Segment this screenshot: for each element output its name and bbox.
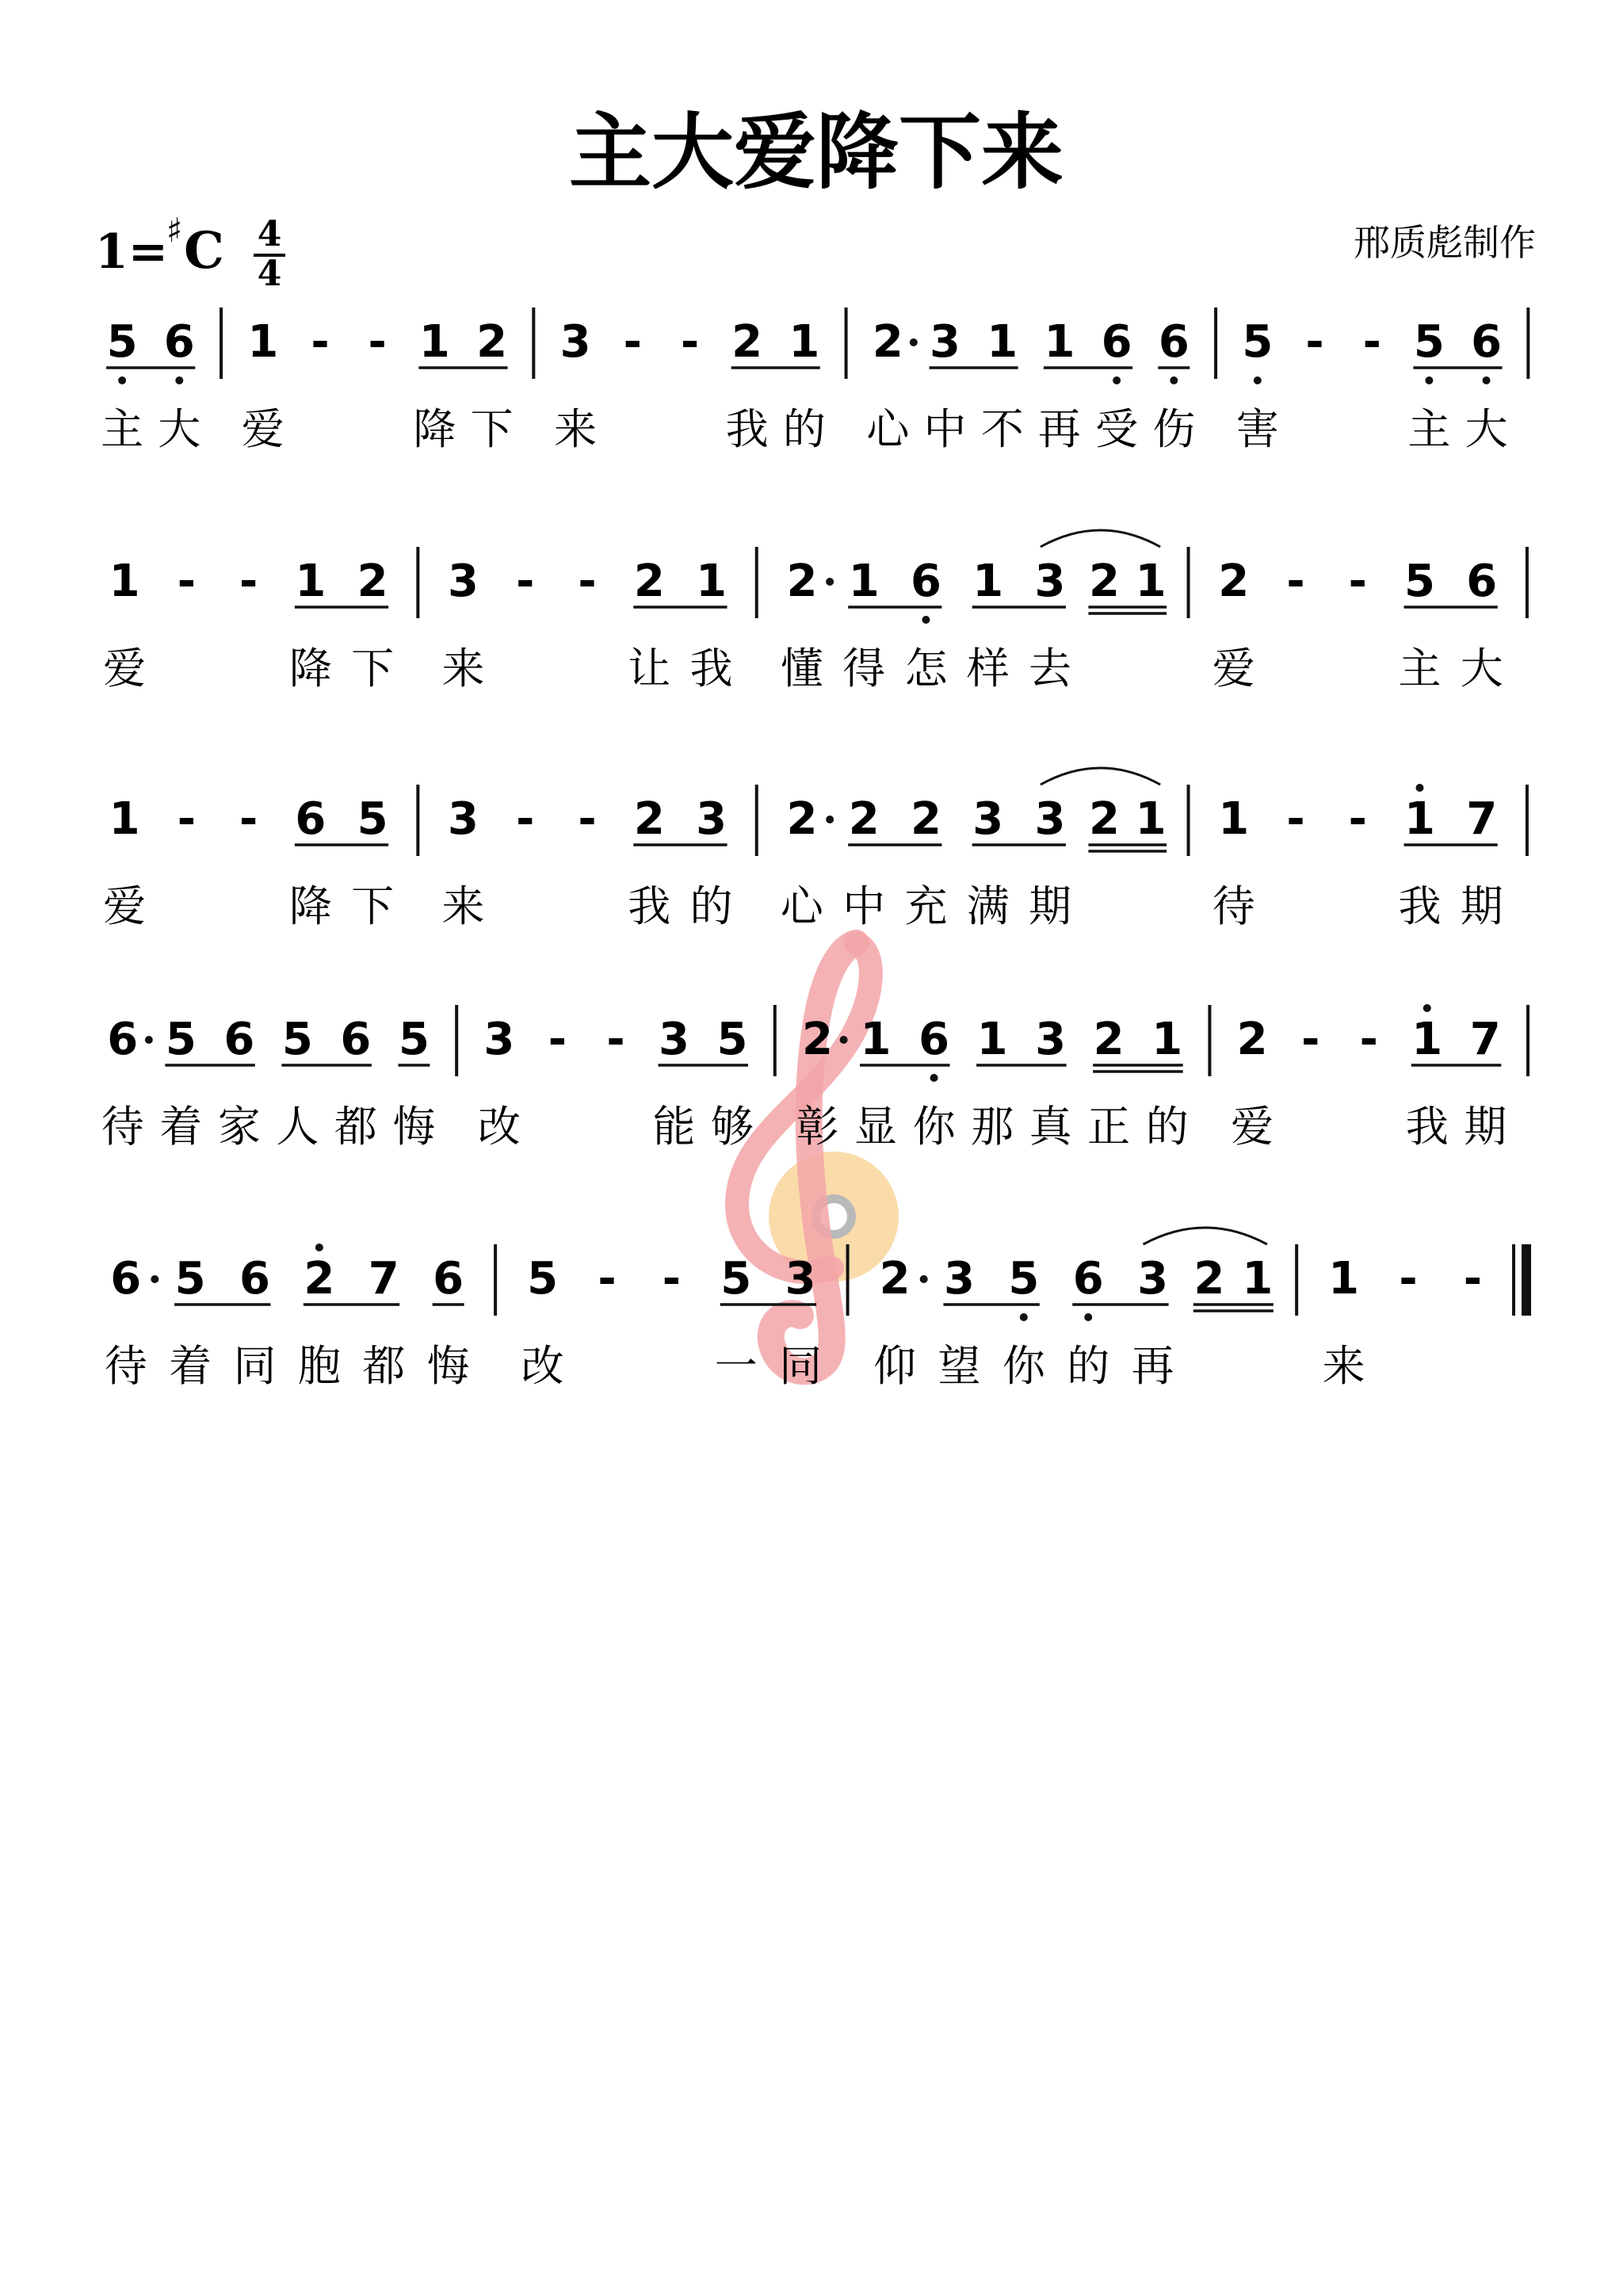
note: 3 bbox=[785, 1253, 816, 1305]
note: 6 bbox=[910, 556, 941, 607]
lyric: 主 bbox=[1407, 404, 1451, 454]
lyric: 着 bbox=[169, 1341, 212, 1391]
lyric: 的 bbox=[1145, 1102, 1189, 1152]
lyric: 害 bbox=[1235, 404, 1279, 454]
note: 2 bbox=[879, 1253, 911, 1305]
dash-sustain: - bbox=[239, 556, 258, 607]
note: 3 bbox=[448, 793, 479, 845]
note: 2 bbox=[1088, 556, 1120, 607]
lyric: 中 bbox=[842, 881, 886, 931]
note: 2 bbox=[357, 556, 388, 607]
augmentation-dot bbox=[826, 816, 834, 823]
note: 1 bbox=[976, 1014, 1008, 1065]
note: 1 bbox=[1135, 793, 1167, 845]
note: 1 bbox=[1151, 1014, 1183, 1065]
dash-sustain: - bbox=[1362, 316, 1381, 368]
time-numerator: 4 bbox=[257, 214, 282, 254]
dash-sustain: - bbox=[1305, 316, 1324, 368]
low-octave-dot bbox=[1483, 376, 1491, 384]
lyric: 真 bbox=[1029, 1102, 1072, 1152]
note: 1 bbox=[848, 556, 880, 607]
note: 3 bbox=[448, 556, 479, 607]
lyric: 中 bbox=[923, 404, 967, 454]
score-line bbox=[103, 530, 1527, 693]
lyric: 同 bbox=[233, 1341, 277, 1391]
note: 1 bbox=[1044, 316, 1075, 368]
note: 6 bbox=[295, 793, 327, 845]
note: 6 bbox=[239, 1253, 270, 1305]
time-denominator: 4 bbox=[257, 254, 282, 294]
note: 2 bbox=[1236, 1014, 1268, 1065]
high-octave-dot bbox=[1415, 784, 1423, 792]
score-line bbox=[103, 768, 1527, 931]
note: 5 bbox=[1008, 1253, 1040, 1305]
lyric: 充 bbox=[904, 881, 948, 931]
lyric: 伤 bbox=[1152, 404, 1196, 454]
lyric: 我 bbox=[689, 644, 733, 693]
lyric: 受 bbox=[1095, 404, 1139, 454]
note: 5 bbox=[1413, 316, 1445, 368]
note: 1 bbox=[295, 556, 327, 607]
note: 1 bbox=[109, 793, 140, 845]
lyric: 你 bbox=[1002, 1341, 1045, 1391]
lyric: 下 bbox=[351, 644, 395, 693]
note: 2 bbox=[848, 793, 880, 845]
lyric: 爱 bbox=[1231, 1102, 1274, 1152]
low-octave-dot bbox=[1425, 376, 1433, 384]
augmentation-dot bbox=[145, 1036, 153, 1044]
augmentation-dot bbox=[826, 578, 834, 586]
dash-sustain: - bbox=[578, 556, 597, 607]
lyric: 爱 bbox=[241, 404, 285, 454]
dash-sustain: - bbox=[548, 1014, 567, 1065]
lyric: 能 bbox=[652, 1102, 696, 1152]
note: 3 bbox=[659, 1014, 689, 1065]
note: 7 bbox=[1466, 793, 1498, 845]
key-tonic: C bbox=[184, 221, 224, 281]
note: 5 bbox=[106, 316, 138, 368]
lyric: 悔 bbox=[426, 1341, 470, 1391]
low-octave-dot bbox=[1170, 376, 1178, 384]
note: 6 bbox=[918, 1014, 950, 1065]
dash-sustain: - bbox=[598, 1253, 617, 1305]
lyric: 心 bbox=[866, 404, 910, 454]
note: 5 bbox=[720, 1253, 752, 1305]
sharp-sign: ♯ bbox=[166, 211, 183, 250]
note: 3 bbox=[1137, 1253, 1169, 1305]
note: 2 bbox=[802, 1014, 833, 1065]
dash-sustain: - bbox=[516, 793, 535, 845]
lyric: 改 bbox=[477, 1102, 521, 1152]
lyric: 够 bbox=[711, 1102, 754, 1152]
dash-sustain: - bbox=[1286, 556, 1305, 607]
dash-sustain: - bbox=[239, 793, 258, 845]
dash-sustain: - bbox=[680, 316, 700, 368]
dash-sustain: - bbox=[368, 316, 387, 368]
note: 3 bbox=[1035, 1014, 1067, 1065]
note: 3 bbox=[696, 793, 727, 845]
dash-sustain: - bbox=[606, 1014, 625, 1065]
note: 5 bbox=[281, 1014, 313, 1065]
low-octave-dot bbox=[1084, 1313, 1092, 1321]
note: 2 bbox=[304, 1253, 335, 1305]
note: 3 bbox=[930, 316, 961, 368]
note: 1 bbox=[109, 556, 140, 607]
note: 2 bbox=[786, 556, 818, 607]
lyric: 改 bbox=[521, 1341, 564, 1391]
note: 1 bbox=[247, 316, 279, 368]
note: 6 bbox=[1466, 556, 1498, 607]
lyric: 胞 bbox=[297, 1341, 341, 1391]
note: 5 bbox=[165, 1014, 197, 1065]
note: 6 bbox=[340, 1014, 372, 1065]
note: 6 bbox=[1471, 316, 1503, 368]
lyric: 样 bbox=[966, 644, 1010, 693]
lyric: 那 bbox=[971, 1102, 1014, 1152]
low-octave-dot bbox=[922, 616, 930, 624]
note: 6 bbox=[223, 1014, 255, 1065]
lyric: 大 bbox=[1465, 404, 1508, 454]
lyric: 都 bbox=[362, 1341, 406, 1391]
note: 1 bbox=[972, 556, 1004, 607]
note: 2 bbox=[872, 316, 903, 368]
note: 1 bbox=[1135, 556, 1167, 607]
note: 1 bbox=[860, 1014, 892, 1065]
note: 2 bbox=[633, 793, 665, 845]
lyric: 你 bbox=[912, 1102, 956, 1152]
lyric: 同 bbox=[779, 1341, 823, 1391]
lyric: 来 bbox=[441, 881, 485, 931]
low-octave-dot bbox=[930, 1074, 938, 1082]
note: 5 bbox=[1242, 316, 1274, 368]
dash-sustain: - bbox=[1348, 793, 1367, 845]
dash-sustain: - bbox=[516, 556, 535, 607]
lyric: 待 bbox=[1212, 881, 1255, 931]
note: 6 bbox=[163, 316, 195, 368]
dash-sustain: - bbox=[578, 793, 597, 845]
dash-sustain: - bbox=[1399, 1253, 1418, 1305]
lyric: 再 bbox=[1037, 404, 1081, 454]
dash-sustain: - bbox=[177, 793, 197, 845]
lyric: 的 bbox=[782, 404, 826, 454]
note: 1 bbox=[789, 316, 820, 368]
lyric: 主 bbox=[101, 404, 144, 454]
lyric: 望 bbox=[938, 1341, 981, 1391]
dash-sustain: - bbox=[177, 556, 197, 607]
note: 3 bbox=[559, 316, 591, 368]
lyric: 待 bbox=[104, 1341, 147, 1391]
note: 6 bbox=[110, 1253, 142, 1305]
low-octave-dot bbox=[1113, 376, 1121, 384]
note: 3 bbox=[1034, 793, 1066, 845]
lyric: 期 bbox=[1464, 1102, 1507, 1152]
note: 5 bbox=[716, 1014, 748, 1065]
note: 5 bbox=[174, 1253, 206, 1305]
lyric: 来 bbox=[1322, 1341, 1365, 1391]
lyric: 来 bbox=[441, 644, 485, 693]
lyric: 去 bbox=[1028, 644, 1071, 693]
dash-sustain: - bbox=[1286, 793, 1305, 845]
note: 5 bbox=[1404, 556, 1435, 607]
note: 6 bbox=[1158, 316, 1190, 368]
lyric: 得 bbox=[842, 644, 886, 693]
lyric: 我 bbox=[628, 881, 671, 931]
note: 7 bbox=[368, 1253, 399, 1305]
note: 2 bbox=[1193, 1253, 1225, 1305]
note: 2 bbox=[1093, 1014, 1125, 1065]
watermark bbox=[737, 943, 899, 1371]
lyric: 期 bbox=[1028, 881, 1071, 931]
augmentation-dot bbox=[920, 1275, 928, 1283]
key-signature bbox=[95, 211, 285, 294]
lyric: 大 bbox=[1460, 644, 1503, 693]
high-octave-dot bbox=[315, 1244, 323, 1251]
score-line bbox=[101, 308, 1528, 454]
lyric: 下 bbox=[470, 404, 514, 454]
note: 1 bbox=[1404, 793, 1435, 845]
dash-sustain: - bbox=[662, 1253, 681, 1305]
note: 5 bbox=[357, 793, 388, 845]
dash-sustain: - bbox=[1348, 556, 1367, 607]
lyric: 的 bbox=[1067, 1341, 1110, 1391]
note: 1 bbox=[1218, 793, 1250, 845]
note: 2 bbox=[1218, 556, 1250, 607]
note: 5 bbox=[527, 1253, 559, 1305]
lyric: 懂 bbox=[780, 644, 823, 693]
augmentation-dot bbox=[910, 338, 918, 346]
note: 6 bbox=[1072, 1253, 1104, 1305]
note: 2 bbox=[910, 793, 941, 845]
lyric: 待 bbox=[101, 1102, 144, 1152]
note: 3 bbox=[972, 793, 1004, 845]
lyric: 让 bbox=[628, 644, 671, 693]
note: 2 bbox=[476, 316, 508, 368]
note: 3 bbox=[943, 1253, 975, 1305]
lyric: 家 bbox=[217, 1102, 261, 1152]
lyric: 人 bbox=[276, 1102, 319, 1152]
lyric: 降 bbox=[413, 404, 456, 454]
dash-sustain: - bbox=[1301, 1014, 1320, 1065]
lyric: 满 bbox=[966, 881, 1010, 931]
lyric: 心 bbox=[780, 881, 823, 931]
high-octave-dot bbox=[1423, 1004, 1431, 1012]
lyric: 主 bbox=[1398, 644, 1442, 693]
slur bbox=[1144, 1228, 1267, 1244]
lyric: 爱 bbox=[1212, 644, 1255, 693]
low-octave-dot bbox=[118, 376, 126, 384]
slur bbox=[1041, 530, 1160, 547]
dash-sustain: - bbox=[1359, 1014, 1378, 1065]
lyric: 爱 bbox=[103, 644, 147, 693]
lyric: 一 bbox=[714, 1341, 758, 1391]
lyric: 的 bbox=[689, 881, 733, 931]
low-octave-dot bbox=[1254, 376, 1262, 384]
lyric: 显 bbox=[854, 1102, 898, 1152]
dash-sustain: - bbox=[1463, 1253, 1483, 1305]
note: 3 bbox=[483, 1014, 515, 1065]
note: 3 bbox=[1034, 556, 1066, 607]
lyric: 再 bbox=[1131, 1341, 1174, 1391]
note: 6 bbox=[107, 1014, 139, 1065]
key-prefix: 1= bbox=[95, 224, 169, 280]
note: 1 bbox=[418, 316, 450, 368]
lyric: 怎 bbox=[904, 644, 948, 693]
note: 1 bbox=[1242, 1253, 1274, 1305]
lyric: 降 bbox=[288, 644, 332, 693]
lyric: 我 bbox=[1398, 881, 1442, 931]
lyric: 来 bbox=[554, 404, 598, 454]
dash-sustain: - bbox=[311, 316, 330, 368]
low-octave-dot bbox=[1020, 1313, 1028, 1321]
lyric: 大 bbox=[158, 404, 201, 454]
low-octave-dot bbox=[175, 376, 183, 384]
lyric: 着 bbox=[159, 1102, 203, 1152]
lyric: 降 bbox=[288, 881, 332, 931]
note: 6 bbox=[433, 1253, 464, 1305]
lyric: 彰 bbox=[796, 1102, 839, 1152]
slur bbox=[1041, 768, 1160, 785]
note: 1 bbox=[1328, 1253, 1360, 1305]
note: 1 bbox=[1411, 1014, 1443, 1065]
lyric: 不 bbox=[980, 404, 1024, 454]
note: 2 bbox=[633, 556, 665, 607]
note: 6 bbox=[1101, 316, 1132, 368]
augmentation-dot bbox=[151, 1275, 158, 1283]
lyric: 我 bbox=[725, 404, 769, 454]
augmentation-dot bbox=[840, 1036, 848, 1044]
note: 2 bbox=[786, 793, 818, 845]
song-title: 主大爱降下来 bbox=[568, 104, 1064, 201]
note: 1 bbox=[987, 316, 1018, 368]
note: 5 bbox=[398, 1014, 430, 1065]
lyric: 正 bbox=[1087, 1102, 1131, 1152]
credit-text: 邢质彪制作 bbox=[1354, 221, 1536, 264]
note: 1 bbox=[696, 556, 727, 607]
note: 2 bbox=[731, 316, 763, 368]
note: 2 bbox=[1088, 793, 1120, 845]
note: 7 bbox=[1469, 1014, 1501, 1065]
lyric: 期 bbox=[1460, 881, 1503, 931]
lyric: 都 bbox=[334, 1102, 377, 1152]
lyric: 爱 bbox=[103, 881, 147, 931]
lyric: 我 bbox=[1405, 1102, 1449, 1152]
lyric: 仰 bbox=[873, 1341, 917, 1391]
lyric: 下 bbox=[351, 881, 395, 931]
dash-sustain: - bbox=[623, 316, 642, 368]
lyric: 悔 bbox=[392, 1102, 436, 1152]
